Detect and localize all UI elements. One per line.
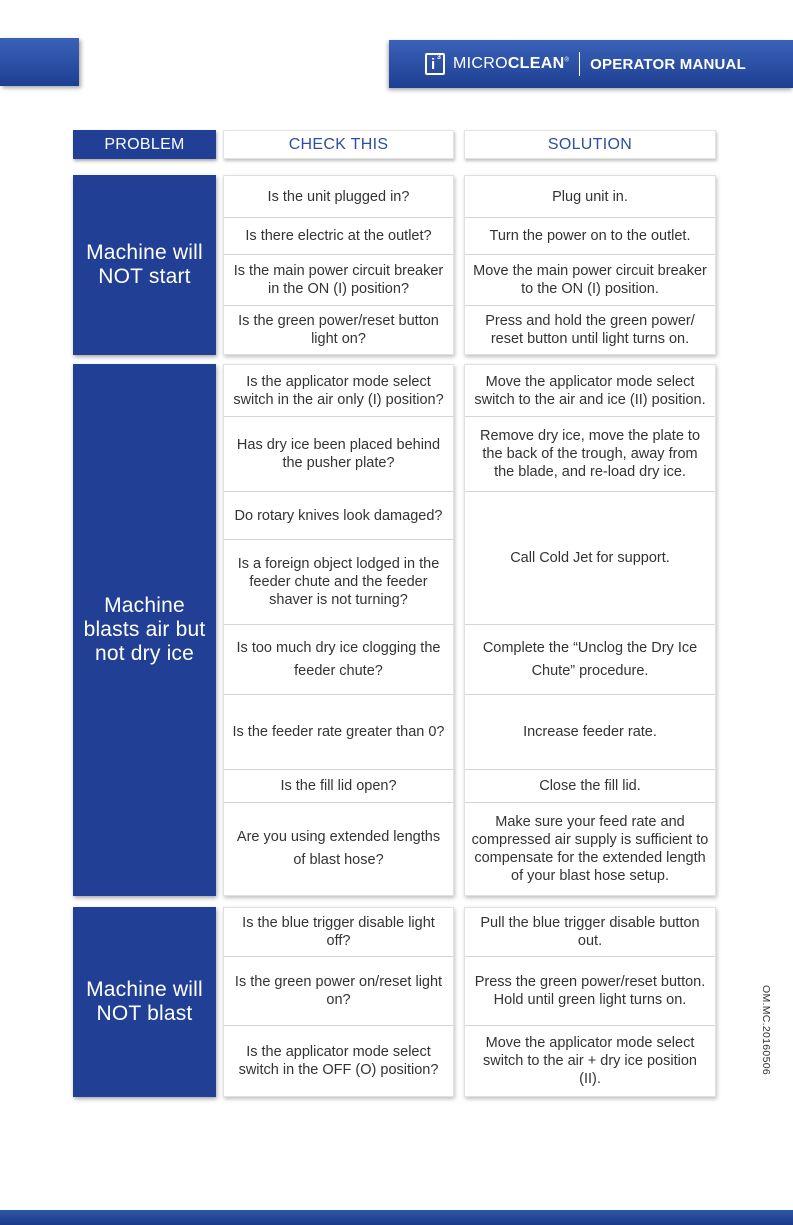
solution-cell: Make sure your feed rate and compressed air supply is sufficient to compensate for the extended length of your blast hose setup. xyxy=(465,802,715,895)
check-cell: Is the applicator mode select switch in the OFF (O) position? xyxy=(224,1025,453,1096)
solution-cell: Close the fill lid. xyxy=(465,769,715,802)
problem-not-blast: Machine will NOT blast xyxy=(73,907,216,1097)
check-cell: Is the applicator mode select switch in the air only (I) position? xyxy=(233,373,444,408)
solution-cell: Press the green power/reset button. Hold until green light turns on. xyxy=(465,956,715,1025)
check-cell: Is the fill lid open? xyxy=(224,769,453,802)
column-header-solution: SOLUTION xyxy=(464,130,716,159)
brand-name: MICROCLEAN® xyxy=(453,55,570,72)
check-cell: Do rotary knives look damaged? xyxy=(224,491,453,539)
header-bar xyxy=(389,40,793,88)
manual-title: OPERATOR MANUAL xyxy=(590,55,746,73)
check-panel-not-start xyxy=(223,175,454,355)
solution-cell: Turn the power on to the outlet. xyxy=(465,217,715,254)
check-panel-not-blast xyxy=(223,907,454,1097)
solution-panel-not-blast xyxy=(464,907,716,1097)
check-cell: Is the main power circuit breaker in the ON (I) position? xyxy=(224,254,453,305)
solution-cell: Plug unit in. xyxy=(552,188,628,205)
check-cell: Is a foreign object lodged in the feeder chute and the feeder shaver is not turning? xyxy=(224,539,453,624)
solution-cell: Increase feeder rate. xyxy=(465,694,715,769)
solution-cell: Move the main power circuit breaker to the ON (I) position. xyxy=(465,254,715,305)
solution-panel-not-start xyxy=(464,175,716,355)
problem-no-dry-ice: Machine blasts air but not dry ice xyxy=(73,364,216,896)
column-header-problem: PROBLEM xyxy=(73,130,216,159)
check-cell: Is the unit plugged in? xyxy=(267,188,410,205)
document-id: OM.MC.20160506 xyxy=(760,985,772,1075)
solution-cell: Complete the “Unclog the Dry Ice Chute” procedure. xyxy=(465,624,715,694)
problem-not-start: Machine will NOT start xyxy=(73,175,216,355)
column-header-check: CHECK THIS xyxy=(223,130,454,159)
solution-panel-no-dry-ice xyxy=(464,364,716,896)
footer-bar xyxy=(0,1210,793,1225)
check-cell: Is the blue trigger disable light off? xyxy=(242,915,435,949)
header-divider xyxy=(579,52,580,76)
check-cell: Is the green power/reset button light on? xyxy=(224,305,453,354)
solution-cell: Pull the blue trigger disable button out. xyxy=(480,915,700,949)
corner-tab xyxy=(0,38,79,86)
check-cell: Is too much dry ice clogging the feeder chute? xyxy=(224,624,453,694)
solution-cell: Call Cold Jet for support. xyxy=(465,491,715,624)
check-cell: Is the green power on/reset light on? xyxy=(224,956,453,1025)
brand-logo-icon: i 3 xyxy=(425,53,445,75)
check-cell: Are you using extended lengths of blast hose? xyxy=(224,802,453,895)
check-cell: Is there electric at the outlet? xyxy=(224,217,453,254)
solution-cell: Move the applicator mode select switch to the air and ice (II) position. xyxy=(474,373,706,408)
check-panel-no-dry-ice xyxy=(223,364,454,896)
solution-cell: Press and hold the green power/ reset button until light turns on. xyxy=(465,305,715,354)
check-cell: Has dry ice been placed behind the pusher plate? xyxy=(224,416,453,491)
solution-cell: Move the applicator mode select switch to the air + dry ice position (II). xyxy=(465,1025,715,1096)
check-cell: Is the feeder rate greater than 0? xyxy=(224,694,453,769)
solution-cell: Remove dry ice, move the plate to the back of the trough, away from the blade, and re-load dry ice. xyxy=(465,416,715,491)
